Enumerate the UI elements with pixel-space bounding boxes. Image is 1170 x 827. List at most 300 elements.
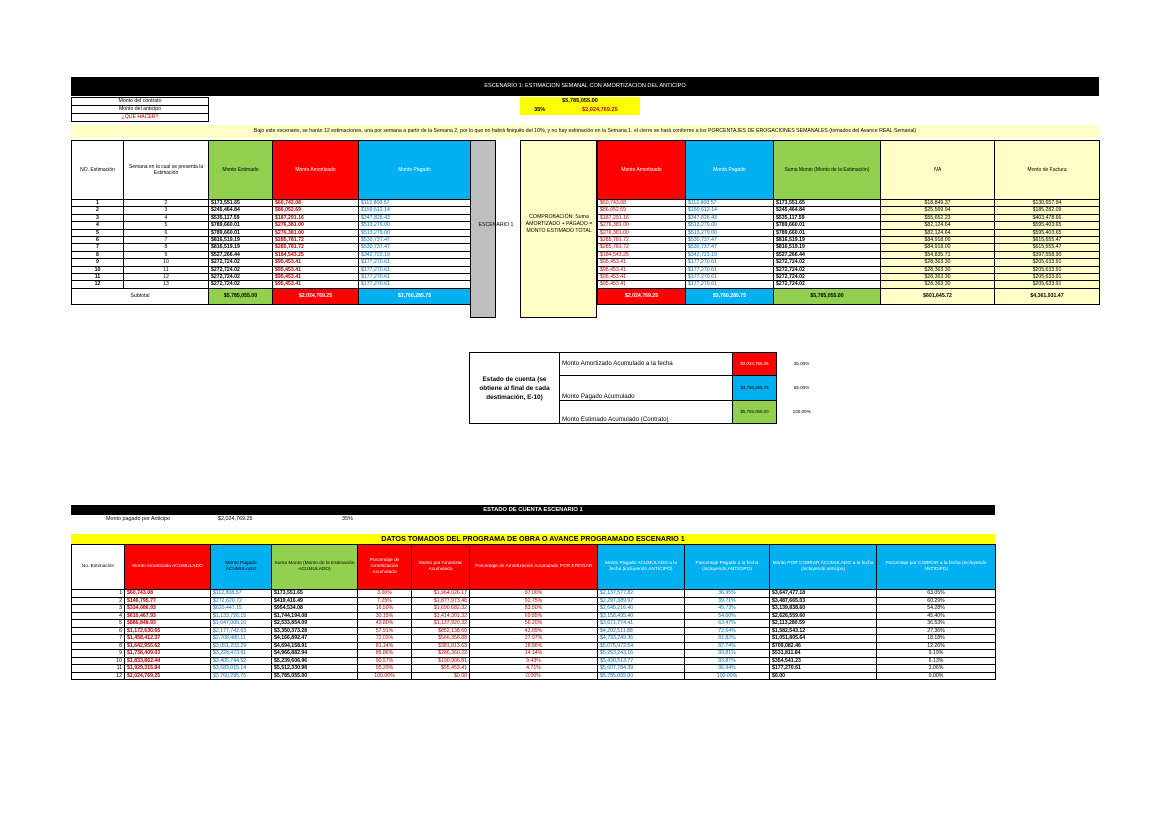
table-row <box>72 612 996 620</box>
rcell-amortized: $276,381.00 <box>598 229 686 236</box>
rcol-amortized: Monto Amortizado <box>598 141 686 200</box>
s-cell-to-amort-pct: 97.00% <box>470 590 598 598</box>
cell-estimate-no: 6 <box>72 237 124 244</box>
s-cell-sum-acc: $3,350,373.28 <box>272 627 358 635</box>
divider-column <box>470 140 496 318</box>
cell-estimated: $272,724.02 <box>209 274 273 281</box>
s-cell-paid-date: $5,430,513.77 <box>598 657 685 665</box>
s-cell-paid-acc: $620,447.15 <box>211 605 272 613</box>
s-cell-paid-date: $3,671,774.41 <box>598 620 685 628</box>
cell-week: 2 <box>124 200 209 207</box>
account-estimated-pct: 100.00% <box>792 408 811 414</box>
table-row <box>72 590 996 598</box>
s-cell-to-amort: $95,453.41 <box>412 665 470 673</box>
rcell-amortized: $276,381.00 <box>598 222 686 229</box>
rcell-amortized: $95,453.41 <box>598 274 686 281</box>
table-row <box>72 627 996 635</box>
cell-amortized: $86,052.69 <box>273 207 359 214</box>
cell-estimated: $527,266.44 <box>209 251 273 258</box>
table-row <box>72 620 996 628</box>
advance-amount: $2,024,769.25 <box>582 107 618 113</box>
cell-paid: $177,270.61 <box>359 259 471 266</box>
scenario-side-label: ESCENARIO 1 <box>478 222 514 228</box>
rcell-iva: $84,918.00 <box>881 237 995 244</box>
cell-estimated: $789,660.01 <box>209 229 273 236</box>
s-cell-to-amort-pct: 56.20% <box>470 620 598 628</box>
table-row <box>72 650 996 658</box>
s-cell-sum-acc: $419,416.49 <box>272 597 358 605</box>
s-cell-sum-acc: $4,694,158.91 <box>272 642 358 650</box>
s-cell-to-amort-pct: 9.43% <box>470 657 598 665</box>
table-row <box>598 207 1100 214</box>
s-cell-paid-date-pct: 81.82% <box>685 635 770 643</box>
s-cell-no: 2 <box>72 597 125 605</box>
s-cell-to-collect: $531,811.84 <box>770 650 877 658</box>
s-cell-to-amort-pct: 69.85% <box>470 612 598 620</box>
rcell-paid: $342,723.19 <box>686 251 774 258</box>
cell-paid: $159,612.14 <box>359 207 471 214</box>
cell-paid: $530,737.47 <box>359 244 471 251</box>
cell-week: 3 <box>124 207 209 214</box>
table-row <box>598 200 1100 207</box>
s-cell-to-amort: $852,138.60 <box>412 627 470 635</box>
s-cell-sum-acc: $2,533,854.09 <box>272 620 358 628</box>
s-cell-no: 3 <box>72 605 125 613</box>
contract-amount: $5,785,055.00 <box>520 97 640 106</box>
s-cell-no: 5 <box>72 620 125 628</box>
s-cell-to-collect: $3,647,477.18 <box>770 590 877 598</box>
cell-amortized: $276,381.00 <box>273 229 359 236</box>
s-cell-to-collect-pct: 45.40% <box>877 612 996 620</box>
s-cell-paid-acc: $3,405,744.52 <box>211 657 272 665</box>
what-to-do-link[interactable]: ¿QUÉ HACER? <box>72 114 209 122</box>
statement-table <box>71 544 996 680</box>
rcell-amortized: $95,453.41 <box>598 281 686 288</box>
cell-amortized: $95,453.41 <box>273 281 359 288</box>
rcell-iva: $54,835.71 <box>881 251 995 258</box>
cell-estimated: $816,519.19 <box>209 237 273 244</box>
rcell-invoice: $397,558.90 <box>995 251 1100 258</box>
cell-amortized: $184,543.25 <box>273 251 359 258</box>
cell-amortized: $60,743.08 <box>273 200 359 207</box>
cell-amortized: $95,453.41 <box>273 266 359 273</box>
s-cell-amort-pct: 7.25% <box>358 597 412 605</box>
s-cell-paid-acc: $272,620.72 <box>211 597 272 605</box>
s-cell-to-amort-pct: 0.00% <box>470 672 598 680</box>
cell-week: 13 <box>124 281 209 288</box>
cell-amortized: $187,291.16 <box>273 214 359 221</box>
s-cell-no: 11 <box>72 665 125 673</box>
rcell-iva: $82,124.64 <box>881 229 995 236</box>
s-cell-to-amort: $1,690,682.32 <box>412 605 470 613</box>
account-paid-value: $3,760,285.75 <box>733 376 777 401</box>
table-row <box>72 207 471 214</box>
col-no: NO. Estimación <box>72 141 124 200</box>
rcell-invoice: $595,403.65 <box>995 229 1100 236</box>
rcell-amortized: $60,743.08 <box>598 200 686 207</box>
s-cell-to-collect-pct: 36.53% <box>877 620 996 628</box>
s-cell-paid-date: $5,253,243.16 <box>598 650 685 658</box>
table-row <box>72 281 471 288</box>
s-cell-amort-acc: $1,172,630.65 <box>125 627 211 635</box>
s-cell-to-amort-pct: 83.50% <box>470 605 598 613</box>
s-cell-amort-acc: $886,848.93 <box>125 620 211 628</box>
cell-paid: $177,270.61 <box>359 266 471 273</box>
s-cell-amort-pct: 43.80% <box>358 620 412 628</box>
rcell-amortized: $285,781.72 <box>598 237 686 244</box>
cell-paid: $347,826.43 <box>359 214 471 221</box>
s-cell-to-amort: $1,414,301.32 <box>412 612 470 620</box>
s-cell-paid-acc: $3,583,015.14 <box>211 665 272 673</box>
scenario-title: ESCENARIO 1: ESTIMACION SEMANAL CON AMORTIZACION DEL ANTICIPO <box>71 77 1099 96</box>
rcell-sum: $535,117.59 <box>774 214 881 221</box>
table-row <box>72 259 471 266</box>
account-estimated-label: Monto Estimado Acumulado (Contrato) <box>560 401 733 424</box>
rcell-invoice: $403,478.66 <box>995 214 1100 221</box>
s-cell-to-collect-pct: 27.36% <box>877 627 996 635</box>
rcell-sum: $272,724.02 <box>774 266 881 273</box>
s-cell-paid-date-pct: 63.47% <box>685 620 770 628</box>
s-cell-to-amort: $1,877,973.48 <box>412 597 470 605</box>
cell-estimate-no: 11 <box>72 274 124 281</box>
rsub-amortized: $2,024,769.25 <box>598 288 686 304</box>
s-cell-amort-pct: 3.00% <box>358 590 412 598</box>
s-cell-amort-acc: $334,086.93 <box>125 605 211 613</box>
table-row <box>598 251 1100 258</box>
cell-week: 10 <box>124 259 209 266</box>
check-table <box>597 140 1100 305</box>
s-cell-paid-date: $4,733,249.36 <box>598 635 685 643</box>
subtotal-amortized: $2,024,769.25 <box>273 288 359 304</box>
account-label: Estado de cuenta (se obtiene al final de cada destimación, E-10) <box>470 353 560 424</box>
cell-estimate-no: 12 <box>72 281 124 288</box>
rcell-amortized: $184,543.25 <box>598 251 686 258</box>
account-amortized-value: $2,024,769.25 <box>733 353 777 376</box>
s-cell-sum-acc: $173,551.65 <box>272 590 358 598</box>
rcell-paid: $112,808.57 <box>686 200 774 207</box>
table-row <box>72 672 996 680</box>
statement-advance-pct: 35% <box>342 516 353 522</box>
s-cell-to-collect: $2,626,559.60 <box>770 612 877 620</box>
check-label: COMPROBACIÓN: Suma AMORTIZADO + PAGADO = MONTO ESTIMADO TOTAL <box>525 214 593 234</box>
cell-amortized: $95,453.41 <box>273 259 359 266</box>
rcell-invoice: $595,403.65 <box>995 222 1100 229</box>
rcell-sum: $272,724.02 <box>774 274 881 281</box>
account-amortized-pct: 35.00% <box>793 360 810 366</box>
s-cell-to-collect: $1,051,805.64 <box>770 635 877 643</box>
cell-estimated: $816,519.19 <box>209 244 273 251</box>
s-cell-to-collect: $177,270.61 <box>770 665 877 673</box>
contract-label: Monto del contrato <box>72 98 209 106</box>
col-week: Semana en la cual se presenta la Estimación <box>124 141 209 200</box>
cell-paid: $513,279.00 <box>359 222 471 229</box>
cell-estimate-no: 10 <box>72 266 124 273</box>
cell-estimated: $272,724.02 <box>209 259 273 266</box>
s-cell-to-collect: $354,541.23 <box>770 657 877 665</box>
rcell-iva: $28,363.30 <box>881 266 995 273</box>
rcol-iva: IVA <box>881 141 995 200</box>
rcell-amortized: $187,291.16 <box>598 214 686 221</box>
s-cell-no: 1 <box>72 590 125 598</box>
s-cell-to-amort: $566,356.88 <box>412 635 470 643</box>
s-col-paid-date-pct: Porcentaje Pagado a la fecha (incluyendo ANTICIPO) <box>685 545 770 590</box>
s-cell-sum-acc: $4,166,892.47 <box>272 635 358 643</box>
table-row <box>598 222 1100 229</box>
cell-amortized: $95,453.41 <box>273 274 359 281</box>
statement-title: ESTADO DE CUENTA ESCENARIO 1 <box>71 505 995 515</box>
scenario-note: Bajo este escenario, se harán 12 estimaciones, una por semana a partir de la Semana 2, por lo que no habrá finiquito del 10%, y no hay estimación en la Semana 1. el cierre se hará conforme a los PORCENTAJES DE EROGACIONES SEMANALES (tomados del Avance REAL Semanal) <box>71 125 1099 138</box>
s-cell-to-amort: $190,906.81 <box>412 657 470 665</box>
s-cell-paid-acc: $3,051,203.29 <box>211 642 272 650</box>
rcell-iva: $18,849.37 <box>881 200 995 207</box>
s-cell-paid-date-pct: 100.00% <box>685 672 770 680</box>
s-cell-to-collect: $1,582,543.12 <box>770 627 877 635</box>
cell-week: 12 <box>124 274 209 281</box>
s-cell-to-collect-pct: 18.18% <box>877 635 996 643</box>
s-cell-amort-pct: 90.57% <box>358 657 412 665</box>
table-row <box>72 244 471 251</box>
estimates-table <box>71 140 471 305</box>
rcell-paid: $177,270.61 <box>686 266 774 273</box>
s-cell-to-amort: $286,360.22 <box>412 650 470 658</box>
rcell-paid: $513,279.00 <box>686 229 774 236</box>
s-cell-to-collect-pct: 12.26% <box>877 642 996 650</box>
s-cell-sum-acc: $5,512,330.98 <box>272 665 358 673</box>
rcell-iva: $28,363.30 <box>881 259 995 266</box>
s-cell-to-collect: $3,139,838.60 <box>770 605 877 613</box>
s-col-amort-acc: Monto Amortizado ACUMULADO <box>125 545 211 590</box>
s-cell-to-collect-pct: 60.29% <box>877 597 996 605</box>
s-cell-sum-acc: $5,239,606.96 <box>272 657 358 665</box>
cell-estimated: $173,551.65 <box>209 200 273 207</box>
s-cell-paid-date-pct: 96.94% <box>685 665 770 673</box>
s-col-paid-acc: Monto Pagado ACUMULADO <box>211 545 272 590</box>
rcell-paid: $347,826.43 <box>686 214 774 221</box>
s-cell-paid-acc: $3,228,473.91 <box>211 650 272 658</box>
cell-amortized: $285,781.72 <box>273 237 359 244</box>
cell-estimated: $789,660.01 <box>209 222 273 229</box>
s-cell-to-amort: $1,137,920.32 <box>412 620 470 628</box>
cell-paid: $342,723.19 <box>359 251 471 258</box>
rcell-sum: $173,551.65 <box>774 200 881 207</box>
s-cell-amort-acc: $2,024,769.25 <box>125 672 211 680</box>
cell-paid: $112,808.57 <box>359 200 471 207</box>
s-cell-paid-date-pct: 39.71% <box>685 597 770 605</box>
cell-paid: $177,270.61 <box>359 274 471 281</box>
rcell-sum: $789,660.01 <box>774 229 881 236</box>
s-cell-to-collect-pct: 9.19% <box>877 650 996 658</box>
table-row <box>72 237 471 244</box>
s-cell-no: 12 <box>72 672 125 680</box>
rcell-paid: $159,612.14 <box>686 207 774 214</box>
table-row <box>72 229 471 236</box>
cell-week: 8 <box>124 244 209 251</box>
s-col-amort-pct: Porcentaje de Amortización Acumulado <box>358 545 412 590</box>
s-col-to-amort-pct: Porcentaje de Amortización Acumulado POR EROGAR <box>470 545 598 590</box>
cell-estimated: $245,464.84 <box>209 207 273 214</box>
s-cell-paid-date: $2,137,577.82 <box>598 590 685 598</box>
s-cell-paid-acc: $1,647,005.16 <box>211 620 272 628</box>
table-row <box>598 214 1100 221</box>
rcell-invoice: $205,633.91 <box>995 281 1100 288</box>
subtotal-estimated: $5,785,055.00 <box>209 288 273 304</box>
rcell-paid: $177,270.61 <box>686 281 774 288</box>
s-cell-amort-pct: 30.15% <box>358 612 412 620</box>
s-cell-paid-date-pct: 93.87% <box>685 657 770 665</box>
rcell-paid: $177,270.61 <box>686 259 774 266</box>
rcell-invoice: $185,282.09 <box>995 207 1100 214</box>
table-row <box>72 200 471 207</box>
subtotal-label: Subtotal <box>72 288 209 304</box>
table-row <box>72 635 996 643</box>
rcell-paid: $513,279.00 <box>686 222 774 229</box>
s-cell-to-amort-pct: 27.97% <box>470 635 598 643</box>
s-cell-amort-acc: $1,833,862.44 <box>125 657 211 665</box>
s-cell-to-collect: $709,082.46 <box>770 642 877 650</box>
s-cell-to-collect-pct: 6.13% <box>877 657 996 665</box>
s-cell-to-collect-pct: 0.00% <box>877 672 996 680</box>
account-amortized-label: Monto Amortizado Acumulado a la fecha <box>560 353 733 376</box>
rcell-iva: $55,652.23 <box>881 214 995 221</box>
s-col-to-collect-pct: Porcentaje por COBRAR a la fecha (incluyendo ANTICIPO) <box>877 545 996 590</box>
s-col-to-collect: Monto POR COBRAR ACUMULADO a la fecha (incluyendo anticipo) <box>770 545 877 590</box>
table-row <box>598 244 1100 251</box>
cell-estimated: $272,724.02 <box>209 266 273 273</box>
s-col-paid-date: Monto Pagado ACUMULADO a la fecha (incluyendo ANTICIPO) <box>598 545 685 590</box>
rcol-sum: Suma Monto (Monto de la Estimación) <box>774 141 881 200</box>
rcol-invoice: Monto de Factura <box>995 141 1100 200</box>
cell-estimate-no: 7 <box>72 244 124 251</box>
table-row <box>72 274 471 281</box>
cell-week: 6 <box>124 229 209 236</box>
rcell-sum: $816,519.19 <box>774 244 881 251</box>
cell-estimate-no: 4 <box>72 222 124 229</box>
subtotal-paid: $3,760,285.75 <box>359 288 471 304</box>
s-cell-amort-pct: 95.29% <box>358 665 412 673</box>
rsub-sum: $5,785,055.00 <box>774 288 881 304</box>
s-cell-amort-pct: 72.03% <box>358 635 412 643</box>
s-cell-amort-pct: 81.14% <box>358 642 412 650</box>
s-cell-paid-date: $4,202,511.88 <box>598 627 685 635</box>
rcell-amortized: $95,453.41 <box>598 266 686 273</box>
s-cell-no: 10 <box>72 657 125 665</box>
s-cell-amort-acc: $146,795.77 <box>125 597 211 605</box>
col-estimated: Monto Estimado <box>209 141 273 200</box>
cell-estimate-no: 3 <box>72 214 124 221</box>
s-cell-to-amort-pct: 14.14% <box>470 650 598 658</box>
table-row <box>72 657 996 665</box>
cell-estimate-no: 5 <box>72 229 124 236</box>
s-cell-amort-acc: $1,738,409.03 <box>125 650 211 658</box>
rcell-sum: $527,266.44 <box>774 251 881 258</box>
s-cell-amort-pct: 100.00% <box>358 672 412 680</box>
table-row <box>598 229 1100 236</box>
s-cell-paid-acc: $2,708,480.11 <box>211 635 272 643</box>
cell-estimated: $272,724.02 <box>209 281 273 288</box>
cell-week: 4 <box>124 214 209 221</box>
cell-estimated: $535,117.59 <box>209 214 273 221</box>
s-cell-to-collect-pct: 3.06% <box>877 665 996 673</box>
s-cell-paid-date: $5,607,784.39 <box>598 665 685 673</box>
rcell-iva: $28,363.30 <box>881 281 995 288</box>
s-cell-to-amort-pct: 42.09% <box>470 627 598 635</box>
advance-pct: 35% <box>534 107 546 113</box>
cell-amortized: $276,381.00 <box>273 222 359 229</box>
s-cell-paid-date-pct: 87.74% <box>685 642 770 650</box>
advance-label: Monto del anticipo <box>72 106 209 114</box>
s-col-no: No. Estimación <box>72 545 125 590</box>
rsub-iva: $601,645.72 <box>881 288 995 304</box>
table-row <box>598 259 1100 266</box>
s-cell-sum-acc: $5,785,055.00 <box>272 672 358 680</box>
cell-paid: $513,279.00 <box>359 229 471 236</box>
s-cell-amort-acc: $60,743.08 <box>125 590 211 598</box>
s-cell-no: 6 <box>72 627 125 635</box>
contract-info <box>71 97 209 122</box>
s-cell-paid-date: $5,075,972.54 <box>598 642 685 650</box>
s-cell-paid-acc: $3,760,285.75 <box>211 672 272 680</box>
table-row <box>598 281 1100 288</box>
s-cell-paid-date-pct: 90.81% <box>685 650 770 658</box>
account-box <box>469 352 827 424</box>
s-cell-no: 4 <box>72 612 125 620</box>
s-cell-amort-acc: $1,929,315.84 <box>125 665 211 673</box>
s-cell-paid-acc: $1,133,726.15 <box>211 612 272 620</box>
rcell-sum: $272,724.02 <box>774 259 881 266</box>
table-row <box>598 274 1100 281</box>
table-row <box>72 597 996 605</box>
rcol-paid: Monto Pagado <box>686 141 774 200</box>
table-row <box>72 214 471 221</box>
cell-week: 5 <box>124 222 209 229</box>
s-cell-paid-date-pct: 45.73% <box>685 605 770 613</box>
advance-row <box>520 106 640 115</box>
s-cell-to-collect: $2,113,280.59 <box>770 620 877 628</box>
s-cell-amort-pct: 16.50% <box>358 605 412 613</box>
s-cell-to-amort-pct: 92.75% <box>470 597 598 605</box>
rsub-invoice: $4,361,931.47 <box>995 288 1100 304</box>
cell-paid: $177,270.61 <box>359 281 471 288</box>
s-cell-sum-acc: $954,534.08 <box>272 605 358 613</box>
table-row <box>72 642 996 650</box>
s-cell-paid-date: $5,785,055.00 <box>598 672 685 680</box>
rcell-paid: $177,270.61 <box>686 274 774 281</box>
s-cell-to-amort: $381,813.63 <box>412 642 470 650</box>
table-row <box>598 266 1100 273</box>
s-cell-to-collect: $3,487,665.03 <box>770 597 877 605</box>
s-cell-paid-date: $2,297,389.97 <box>598 597 685 605</box>
rcell-amortized: $86,052.69 <box>598 207 686 214</box>
s-cell-to-amort-pct: 18.86% <box>470 642 598 650</box>
rcell-sum: $245,464.84 <box>774 207 881 214</box>
table-row <box>72 605 996 613</box>
cell-amortized: $285,781.72 <box>273 244 359 251</box>
s-cell-paid-acc: $2,177,742.63 <box>211 627 272 635</box>
s-col-sum-acc: Suma Monto (Monto de la Estimación ACUMULADO) <box>272 545 358 590</box>
rcell-paid: $530,737.47 <box>686 237 774 244</box>
statement-subtitle: DATOS TOMADOS DEL PROGRAMA DE OBRA O AVANCE PROGRAMADO ESCENARIO 1 <box>71 534 995 544</box>
rcell-invoice: $205,633.91 <box>995 274 1100 281</box>
cell-estimate-no: 9 <box>72 259 124 266</box>
col-amortized: Monto Amortizado <box>273 141 359 200</box>
s-cell-paid-acc: $112,808.57 <box>211 590 272 598</box>
table-row <box>72 222 471 229</box>
rcell-sum: $816,519.19 <box>774 237 881 244</box>
account-estimated-value: $5,785,055.00 <box>733 401 777 424</box>
s-cell-amort-acc: $610,467.93 <box>125 612 211 620</box>
s-cell-amort-pct: 57.91% <box>358 627 412 635</box>
rcell-amortized: $285,781.72 <box>598 244 686 251</box>
